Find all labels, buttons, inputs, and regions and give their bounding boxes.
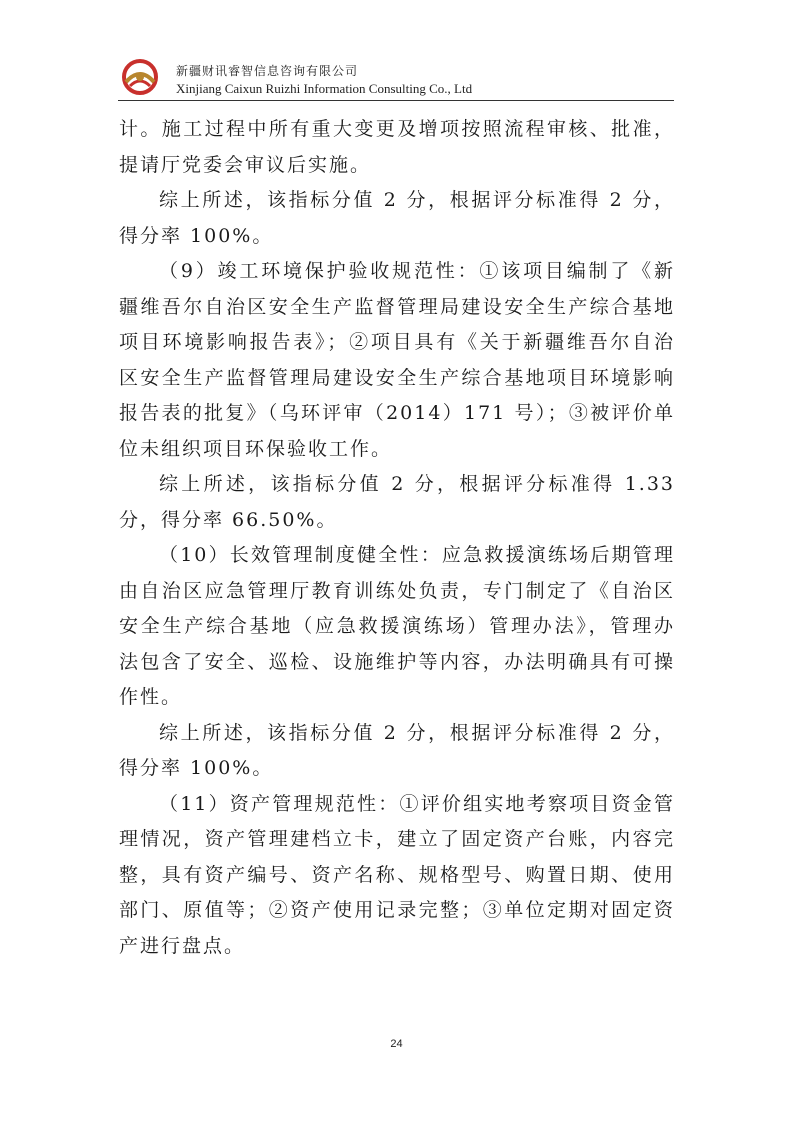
page-number: 24 xyxy=(390,1038,403,1050)
paragraph: 计。施工过程中所有重大变更及增项按照流程审核、批准，提请厅党委会审议后实施。 xyxy=(119,118,675,176)
page-header xyxy=(118,56,674,102)
paragraph: 综上所述，该指标分值 2 分，根据评分标准得 2 分，得分率 100%。 xyxy=(119,189,675,247)
paragraph: 综上所述，该指标分值 2 分，根据评分标准得 1.33 分，得分率 66.50%。 xyxy=(119,473,675,531)
paragraph: （10）长效管理制度健全性：应急救援演练场后期管理由自治区应急管理厅教育训练处负责，专门制定了《自治区安全生产综合基地（应急救援演练场）管理办法》，管理办法包含了安全、巡检、设施维护等内容，办法明确具有可操作性。 xyxy=(119,544,675,708)
paragraph: 综上所述，该指标分值 2 分，根据评分标准得 2 分，得分率 100%。 xyxy=(119,721,675,779)
company-name-cn: 新疆财讯睿智信息咨询有限公司 xyxy=(176,64,359,78)
header-divider xyxy=(118,100,674,101)
company-logo-icon xyxy=(118,58,162,96)
paragraph: （11）资产管理规范性：①评价组实地考察项目资金管理情况，资产管理建档立卡，建立了固定资产台账，内容完整，具有资产编号、资产名称、规格型号、购置日期、使用部门、原值等；②资产使用记录完整；③单位定期对固定资产进行盘点。 xyxy=(119,792,675,957)
body-text xyxy=(119,112,675,964)
company-name-en: Xinjiang Caixun Ruizhi Information Consulting Co., Ltd xyxy=(176,81,473,96)
paragraph: （9）竣工环境保护验收规范性：①该项目编制了《新疆维吾尔自治区安全生产监督管理局建设安全生产综合基地项目环境影响报告表》；②项目具有《关于新疆维吾尔自治区安全生产监督管理局建设安全生产综合基地项目环境影响报告表的批复》（乌环评审（2014）171 号）；③被评价单位未组织项目环保验收工作。 xyxy=(119,260,675,460)
